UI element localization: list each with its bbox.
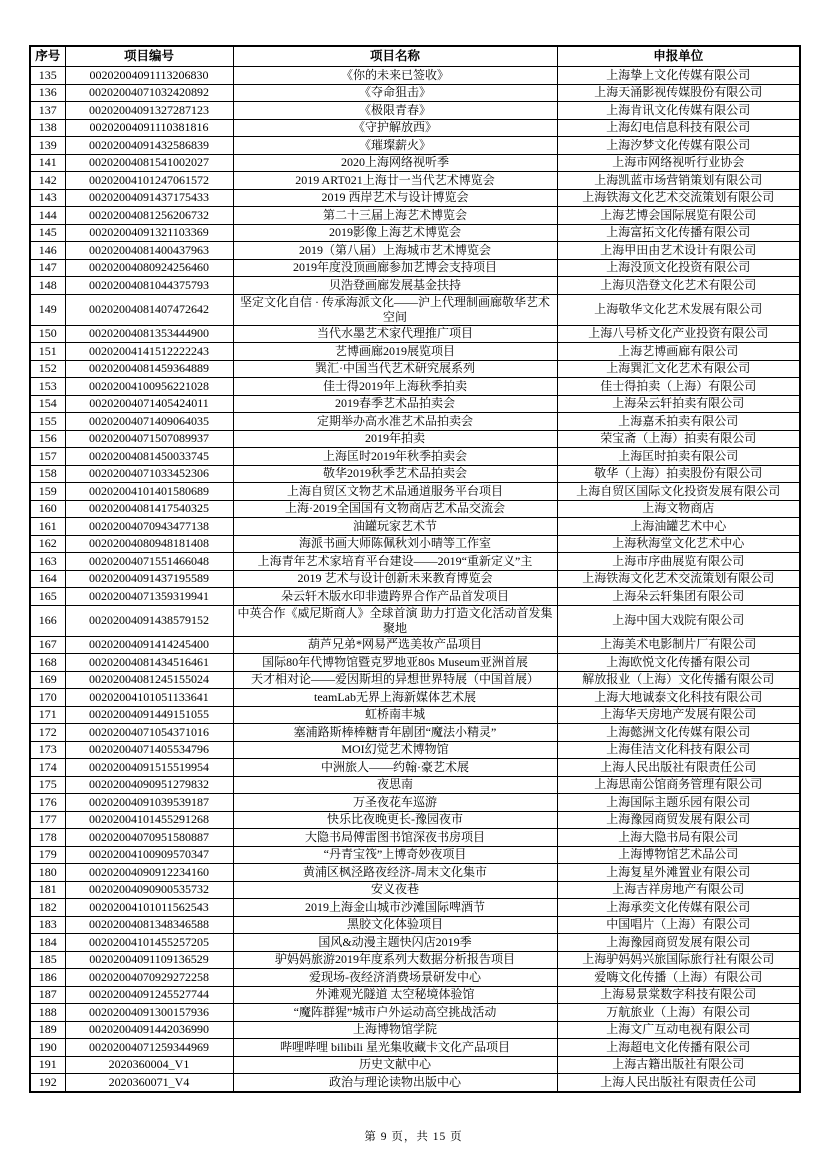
table-row <box>30 1056 800 1074</box>
table-row <box>30 67 800 85</box>
project-id-cell: 00202004101401580689 <box>65 483 233 501</box>
seq-cell: 175 <box>30 776 65 794</box>
applicant-cell: 佳士得拍卖（上海）有限公司 <box>557 378 800 396</box>
project-id-cell: 00202004071551466048 <box>65 553 233 571</box>
table-row <box>30 706 800 724</box>
project-name-cell: 《极限青春》 <box>233 102 557 120</box>
seq-cell: 159 <box>30 483 65 501</box>
page-footer <box>0 1128 827 1144</box>
applicant-cell: 上海美术电影制片厂有限公司 <box>557 636 800 654</box>
seq-cell: 166 <box>30 605 65 636</box>
project-name-cell: 黄浦区枫泾路夜经济-周末文化集市 <box>233 864 557 882</box>
seq-cell: 184 <box>30 934 65 952</box>
applicant-cell: 上海人民出版社有限责任公司 <box>557 1074 800 1092</box>
project-name-cell: “魔阵群猩”城市户外运动高空挑战活动 <box>233 1004 557 1022</box>
seq-cell: 169 <box>30 671 65 689</box>
table-row <box>30 1074 800 1092</box>
column-header-project-id: 项目编号 <box>65 46 233 67</box>
seq-cell: 181 <box>30 881 65 899</box>
page-number-text: 第 9 页，共 15 页 <box>364 1131 463 1143</box>
table-row <box>30 172 800 190</box>
applicant-cell: 上海吉祥房地产有限公司 <box>557 881 800 899</box>
project-name-cell: 《守护解放西》 <box>233 119 557 137</box>
seq-cell: 155 <box>30 413 65 431</box>
applicant-cell: 上海贝浩登文化艺术有限公司 <box>557 277 800 295</box>
table-row <box>30 916 800 934</box>
table-row <box>30 986 800 1004</box>
seq-cell: 160 <box>30 500 65 518</box>
table-row <box>30 811 800 829</box>
project-id-cell: 00202004091442036990 <box>65 1021 233 1039</box>
applicant-cell: 上海人民出版社有限责任公司 <box>557 759 800 777</box>
table-row <box>30 119 800 137</box>
seq-cell: 158 <box>30 465 65 483</box>
applicant-cell: 上海匡时拍卖有限公司 <box>557 448 800 466</box>
project-name-cell: 艺博画廊2019展览项目 <box>233 343 557 361</box>
table-row <box>30 483 800 501</box>
applicant-cell: 上海汐梦文化传媒有限公司 <box>557 137 800 155</box>
project-name-cell: 2019 ART021上海廿一当代艺术博览会 <box>233 172 557 190</box>
applicant-cell: 上海博物馆艺术品公司 <box>557 846 800 864</box>
applicant-cell: 上海朵云轩集团有限公司 <box>557 588 800 606</box>
project-id-cell: 00202004081407472642 <box>65 294 233 325</box>
seq-cell: 151 <box>30 343 65 361</box>
project-id-cell: 00202004091039539187 <box>65 794 233 812</box>
project-id-cell: 00202004071405534796 <box>65 741 233 759</box>
project-id-cell: 00202004081256206732 <box>65 207 233 225</box>
applicant-cell: 上海佳洁文化科技有限公司 <box>557 741 800 759</box>
project-id-cell: 00202004081044375793 <box>65 277 233 295</box>
project-id-cell: 00202004091113206830 <box>65 67 233 85</box>
applicant-cell: 万航旅业（上海）有限公司 <box>557 1004 800 1022</box>
applicant-cell: 上海富拓文化传播有限公司 <box>557 224 800 242</box>
seq-cell: 162 <box>30 535 65 553</box>
project-name-cell: 2019 艺术与设计创新未来教育博览会 <box>233 570 557 588</box>
project-id-cell: 00202004070951580887 <box>65 829 233 847</box>
project-name-cell: 安义夜巷 <box>233 881 557 899</box>
project-name-cell: 国际80年代博物馆暨克罗地亚80s Museum亚洲首展 <box>233 654 557 672</box>
project-name-cell: 《璀璨薪火》 <box>233 137 557 155</box>
project-name-cell: 敬华2019秋季艺术品拍卖会 <box>233 465 557 483</box>
project-id-cell: 00202004080924256460 <box>65 259 233 277</box>
project-name-cell: 2019春季艺术品拍卖会 <box>233 395 557 413</box>
seq-cell: 172 <box>30 724 65 742</box>
column-header-seq: 序号 <box>30 46 65 67</box>
applicant-cell: 上海中国大戏院有限公司 <box>557 605 800 636</box>
applicant-cell: 上海嘉禾拍卖有限公司 <box>557 413 800 431</box>
applicant-cell: 中国唱片（上海）有限公司 <box>557 916 800 934</box>
project-name-cell: 葫芦兄弟*网易严选美妆产品项目 <box>233 636 557 654</box>
seq-cell: 139 <box>30 137 65 155</box>
table-row <box>30 846 800 864</box>
project-id-cell: 00202004071259344969 <box>65 1039 233 1057</box>
applicant-cell: 上海肯讯文化传媒有限公司 <box>557 102 800 120</box>
applicant-cell: 上海文广互动电视有限公司 <box>557 1021 800 1039</box>
project-name-cell: 驴妈妈旅游2019年度系列大数据分析报告项目 <box>233 951 557 969</box>
project-name-cell: 定期举办高水准艺术品拍卖会 <box>233 413 557 431</box>
project-id-cell: 00202004091432586839 <box>65 137 233 155</box>
project-table <box>29 45 801 1093</box>
seq-cell: 143 <box>30 189 65 207</box>
seq-cell: 135 <box>30 67 65 85</box>
table-row <box>30 899 800 917</box>
project-name-cell: 爱现场-夜经济消费场景研发中心 <box>233 969 557 987</box>
table-row <box>30 829 800 847</box>
applicant-cell: 上海华天房地产发展有限公司 <box>557 706 800 724</box>
project-id-cell: 00202004091414245400 <box>65 636 233 654</box>
applicant-cell: 上海文物商店 <box>557 500 800 518</box>
applicant-cell: 上海没顶文化投资有限公司 <box>557 259 800 277</box>
seq-cell: 186 <box>30 969 65 987</box>
table-row <box>30 224 800 242</box>
seq-cell: 138 <box>30 119 65 137</box>
project-name-cell: 《你的未来已签收》 <box>233 67 557 85</box>
table-row <box>30 689 800 707</box>
applicant-cell: 上海幻电信息科技有限公司 <box>557 119 800 137</box>
table-row <box>30 1004 800 1022</box>
project-id-cell: 00202004070943477138 <box>65 518 233 536</box>
project-name-cell: 2019 西岸艺术与设计博览会 <box>233 189 557 207</box>
project-id-cell: 00202004070929272258 <box>65 969 233 987</box>
seq-cell: 164 <box>30 570 65 588</box>
applicant-cell: 上海天涌影视传媒股份有限公司 <box>557 84 800 102</box>
project-id-cell: 00202004081353444900 <box>65 325 233 343</box>
table-row <box>30 465 800 483</box>
project-id-cell: 00202004091327287123 <box>65 102 233 120</box>
project-id-cell: 00202004081541002027 <box>65 154 233 172</box>
seq-cell: 185 <box>30 951 65 969</box>
applicant-cell: 上海甲田由艺术设计有限公司 <box>557 242 800 260</box>
project-name-cell: 2020上海网络视听季 <box>233 154 557 172</box>
project-name-cell: 当代水墨艺术家代理推广项目 <box>233 325 557 343</box>
project-id-cell: 00202004091437175433 <box>65 189 233 207</box>
table-row <box>30 343 800 361</box>
seq-cell: 170 <box>30 689 65 707</box>
project-name-cell: 朵云轩木版水印非遗跨界合作产品首发项目 <box>233 588 557 606</box>
table-row <box>30 325 800 343</box>
project-name-cell: 哔哩哔哩 bilibili 星光集收藏卡文化产品项目 <box>233 1039 557 1057</box>
project-name-cell: 海派书画大师陈佩秋刘小晴等工作室 <box>233 535 557 553</box>
project-name-cell: 外滩观光隧道 太空秘境体验馆 <box>233 986 557 1004</box>
applicant-cell: 上海驴妈妈兴旅国际旅行社有限公司 <box>557 951 800 969</box>
project-id-cell: 00202004080948181408 <box>65 535 233 553</box>
project-id-cell: 2020360004_V1 <box>65 1056 233 1074</box>
project-name-cell: 国风&动漫主题快闪店2019季 <box>233 934 557 952</box>
seq-cell: 171 <box>30 706 65 724</box>
project-name-cell: 上海自贸区文物艺术品通道服务平台项目 <box>233 483 557 501</box>
project-id-cell: 00202004101011562543 <box>65 899 233 917</box>
project-id-cell: 00202004071032420892 <box>65 84 233 102</box>
project-id-cell: 00202004090951279832 <box>65 776 233 794</box>
seq-cell: 174 <box>30 759 65 777</box>
applicant-cell: 上海秋海堂文化艺术中心 <box>557 535 800 553</box>
applicant-cell: 上海欧悦文化传播有限公司 <box>557 654 800 672</box>
applicant-cell: 上海朵云轩拍卖有限公司 <box>557 395 800 413</box>
project-id-cell: 00202004091110381816 <box>65 119 233 137</box>
seq-cell: 182 <box>30 899 65 917</box>
seq-cell: 180 <box>30 864 65 882</box>
table-row <box>30 137 800 155</box>
seq-cell: 179 <box>30 846 65 864</box>
applicant-cell: 上海豫园商贸发展有限公司 <box>557 811 800 829</box>
applicant-cell: 上海市网络视听行业协会 <box>557 154 800 172</box>
table-row <box>30 570 800 588</box>
table-row <box>30 430 800 448</box>
applicant-cell: 上海油罐艺术中心 <box>557 518 800 536</box>
seq-cell: 189 <box>30 1021 65 1039</box>
seq-cell: 177 <box>30 811 65 829</box>
project-id-cell: 00202004081450033745 <box>65 448 233 466</box>
applicant-cell: 荣宝斋（上海）拍卖有限公司 <box>557 430 800 448</box>
table-row <box>30 864 800 882</box>
applicant-cell: 上海国际主题乐园有限公司 <box>557 794 800 812</box>
project-id-cell: 00202004101455291268 <box>65 811 233 829</box>
seq-cell: 157 <box>30 448 65 466</box>
table-row <box>30 84 800 102</box>
seq-cell: 173 <box>30 741 65 759</box>
table-row <box>30 259 800 277</box>
project-name-cell: 政治与理论读物出版中心 <box>233 1074 557 1092</box>
project-id-cell: 00202004101051133641 <box>65 689 233 707</box>
project-id-cell: 00202004071033452306 <box>65 465 233 483</box>
seq-cell: 153 <box>30 378 65 396</box>
applicant-cell: 上海大隐书局有限公司 <box>557 829 800 847</box>
project-name-cell: 历史文献中心 <box>233 1056 557 1074</box>
applicant-cell: 上海艺博画廊有限公司 <box>557 343 800 361</box>
table-row <box>30 636 800 654</box>
table-row <box>30 951 800 969</box>
table-row <box>30 588 800 606</box>
seq-cell: 187 <box>30 986 65 1004</box>
table-row <box>30 671 800 689</box>
table-row <box>30 294 800 325</box>
applicant-cell: 上海凯蓝市场营销策划有限公司 <box>557 172 800 190</box>
table-row <box>30 448 800 466</box>
seq-cell: 137 <box>30 102 65 120</box>
project-id-cell: 00202004101455257205 <box>65 934 233 952</box>
project-name-cell: 塞浦路斯棒棒糖青年剧团“魔法小精灵” <box>233 724 557 742</box>
project-id-cell: 00202004071405424011 <box>65 395 233 413</box>
project-name-cell: 天才相对论——爱因斯坦的异想世界特展（中国首展） <box>233 671 557 689</box>
project-name-cell: 《夺命狙击》 <box>233 84 557 102</box>
applicant-cell: 解放报业（上海）文化传播有限公司 <box>557 671 800 689</box>
project-id-cell: 00202004081459364889 <box>65 360 233 378</box>
project-id-cell: 00202004091300157936 <box>65 1004 233 1022</box>
table-row <box>30 535 800 553</box>
project-id-cell: 2020360071_V4 <box>65 1074 233 1092</box>
applicant-cell: 上海复星外滩置业有限公司 <box>557 864 800 882</box>
table-row <box>30 500 800 518</box>
project-id-cell: 00202004081348346588 <box>65 916 233 934</box>
project-id-cell: 00202004081417540325 <box>65 500 233 518</box>
seq-cell: 183 <box>30 916 65 934</box>
project-name-cell: 上海博物馆学院 <box>233 1021 557 1039</box>
table-row <box>30 189 800 207</box>
project-name-cell: “丹青宝筏”上博奇妙夜项目 <box>233 846 557 864</box>
project-id-cell: 00202004141512222243 <box>65 343 233 361</box>
project-id-cell: 00202004071054371016 <box>65 724 233 742</box>
applicant-cell: 爱嗨文化传播（上海）有限公司 <box>557 969 800 987</box>
table-row <box>30 759 800 777</box>
seq-cell: 190 <box>30 1039 65 1057</box>
applicant-cell: 上海懿洲文化传媒有限公司 <box>557 724 800 742</box>
table-row <box>30 776 800 794</box>
project-id-cell: 00202004100956221028 <box>65 378 233 396</box>
table-row <box>30 881 800 899</box>
project-name-cell: 万圣夜花车巡游 <box>233 794 557 812</box>
seq-cell: 156 <box>30 430 65 448</box>
table-row <box>30 378 800 396</box>
table-row <box>30 277 800 295</box>
table-row <box>30 518 800 536</box>
applicant-cell: 上海超电文化传播有限公司 <box>557 1039 800 1057</box>
table-row <box>30 934 800 952</box>
applicant-cell: 上海巽汇文化艺术有限公司 <box>557 360 800 378</box>
project-name-cell: teamLab无界上海新媒体艺术展 <box>233 689 557 707</box>
project-id-cell: 00202004091449151055 <box>65 706 233 724</box>
table-row <box>30 969 800 987</box>
applicant-cell: 上海豫园商贸发展有限公司 <box>557 934 800 952</box>
applicant-cell: 上海自贸区国际文化投资发展有限公司 <box>557 483 800 501</box>
applicant-cell: 上海铁海文化艺术交流策划有限公司 <box>557 570 800 588</box>
project-name-cell: 夜思南 <box>233 776 557 794</box>
seq-cell: 191 <box>30 1056 65 1074</box>
project-id-cell: 00202004081245155024 <box>65 671 233 689</box>
project-name-cell: 2019上海金山城市沙滩国际啤酒节 <box>233 899 557 917</box>
table-row <box>30 154 800 172</box>
table-row <box>30 360 800 378</box>
project-name-cell: 2019年度没顶画廊参加艺博会支持项目 <box>233 259 557 277</box>
project-id-cell: 00202004091437195589 <box>65 570 233 588</box>
project-name-cell: 贝浩登画廊发展基金扶持 <box>233 277 557 295</box>
project-name-cell: 上海匡时2019年秋季拍卖会 <box>233 448 557 466</box>
applicant-cell: 上海敬华文化艺术发展有限公司 <box>557 294 800 325</box>
project-name-cell: 坚定文化自信 · 传承海派文化——沪上代理制画廊敬华艺术空间 <box>233 294 557 325</box>
applicant-cell: 敬华（上海）拍卖股份有限公司 <box>557 465 800 483</box>
table-row <box>30 1021 800 1039</box>
applicant-cell: 上海古籍出版社有限公司 <box>557 1056 800 1074</box>
seq-cell: 142 <box>30 172 65 190</box>
applicant-cell: 上海八号桥文化产业投资有限公司 <box>557 325 800 343</box>
seq-cell: 161 <box>30 518 65 536</box>
table-row <box>30 102 800 120</box>
table-row <box>30 654 800 672</box>
seq-cell: 188 <box>30 1004 65 1022</box>
seq-cell: 192 <box>30 1074 65 1092</box>
seq-cell: 147 <box>30 259 65 277</box>
applicant-cell: 上海思南公馆商务管理有限公司 <box>557 776 800 794</box>
applicant-cell: 上海挚上文化传媒有限公司 <box>557 67 800 85</box>
project-name-cell: 巽汇·中国当代艺术研究展系列 <box>233 360 557 378</box>
project-name-cell: 上海青年艺术家培育平台建设——2019“重新定义”主 <box>233 553 557 571</box>
seq-cell: 149 <box>30 294 65 325</box>
seq-cell: 176 <box>30 794 65 812</box>
seq-cell: 154 <box>30 395 65 413</box>
column-header-project-name: 项目名称 <box>233 46 557 67</box>
project-name-cell: 2019影像上海艺术博览会 <box>233 224 557 242</box>
seq-cell: 148 <box>30 277 65 295</box>
seq-cell: 167 <box>30 636 65 654</box>
table-row <box>30 207 800 225</box>
seq-cell: 144 <box>30 207 65 225</box>
project-name-cell: 中洲旅人——约翰·豪艺术展 <box>233 759 557 777</box>
project-id-cell: 00202004100909570347 <box>65 846 233 864</box>
seq-cell: 141 <box>30 154 65 172</box>
project-id-cell: 00202004071359319941 <box>65 588 233 606</box>
project-id-cell: 00202004090912234160 <box>65 864 233 882</box>
seq-cell: 163 <box>30 553 65 571</box>
applicant-cell: 上海铁海文化艺术交流策划有限公司 <box>557 189 800 207</box>
project-name-cell: 2019年拍卖 <box>233 430 557 448</box>
seq-cell: 146 <box>30 242 65 260</box>
project-id-cell: 00202004071409064035 <box>65 413 233 431</box>
table-row <box>30 553 800 571</box>
table-row <box>30 242 800 260</box>
project-name-cell: 佳士得2019年上海秋季拍卖 <box>233 378 557 396</box>
project-id-cell: 00202004090900535732 <box>65 881 233 899</box>
applicant-cell: 上海承奕文化传媒有限公司 <box>557 899 800 917</box>
project-name-cell: 虹桥南丰城 <box>233 706 557 724</box>
project-id-cell: 00202004071507089937 <box>65 430 233 448</box>
table-header-row <box>30 46 800 67</box>
seq-cell: 152 <box>30 360 65 378</box>
table-row <box>30 395 800 413</box>
project-name-cell: 第二十三届上海艺术博览会 <box>233 207 557 225</box>
table-row <box>30 605 800 636</box>
table-row <box>30 741 800 759</box>
seq-cell: 168 <box>30 654 65 672</box>
table-row <box>30 724 800 742</box>
project-name-cell: 油罐玩家艺术节 <box>233 518 557 536</box>
applicant-cell: 上海大地诚泰文化科技有限公司 <box>557 689 800 707</box>
project-id-cell: 00202004081434516461 <box>65 654 233 672</box>
project-id-cell: 00202004091438579152 <box>65 605 233 636</box>
table-row <box>30 1039 800 1057</box>
seq-cell: 150 <box>30 325 65 343</box>
seq-cell: 136 <box>30 84 65 102</box>
project-name-cell: 快乐比夜晚更长-豫园夜市 <box>233 811 557 829</box>
project-id-cell: 00202004081400437963 <box>65 242 233 260</box>
project-name-cell: 大隐书局傅雷图书馆深夜书房项目 <box>233 829 557 847</box>
column-header-applicant: 申报单位 <box>557 46 800 67</box>
project-id-cell: 00202004091245527744 <box>65 986 233 1004</box>
seq-cell: 178 <box>30 829 65 847</box>
seq-cell: 145 <box>30 224 65 242</box>
project-id-cell: 00202004091515519954 <box>65 759 233 777</box>
project-name-cell: MOI幻觉艺术博物馆 <box>233 741 557 759</box>
seq-cell: 165 <box>30 588 65 606</box>
project-id-cell: 00202004091321103369 <box>65 224 233 242</box>
project-id-cell: 00202004101247061572 <box>65 172 233 190</box>
applicant-cell: 上海易景棠数字科技有限公司 <box>557 986 800 1004</box>
project-name-cell: 上海·2019全国国有文物商店艺术品交流会 <box>233 500 557 518</box>
project-name-cell: 黑胶文化体验项目 <box>233 916 557 934</box>
project-name-cell: 中英合作《威尼斯商人》全球首演 助力打造文化活动首发集聚地 <box>233 605 557 636</box>
project-name-cell: 2019（第八届）上海城市艺术博览会 <box>233 242 557 260</box>
applicant-cell: 上海市序曲展览有限公司 <box>557 553 800 571</box>
applicant-cell: 上海艺博会国际展览有限公司 <box>557 207 800 225</box>
table-row <box>30 413 800 431</box>
project-id-cell: 00202004091109136529 <box>65 951 233 969</box>
table-row <box>30 794 800 812</box>
